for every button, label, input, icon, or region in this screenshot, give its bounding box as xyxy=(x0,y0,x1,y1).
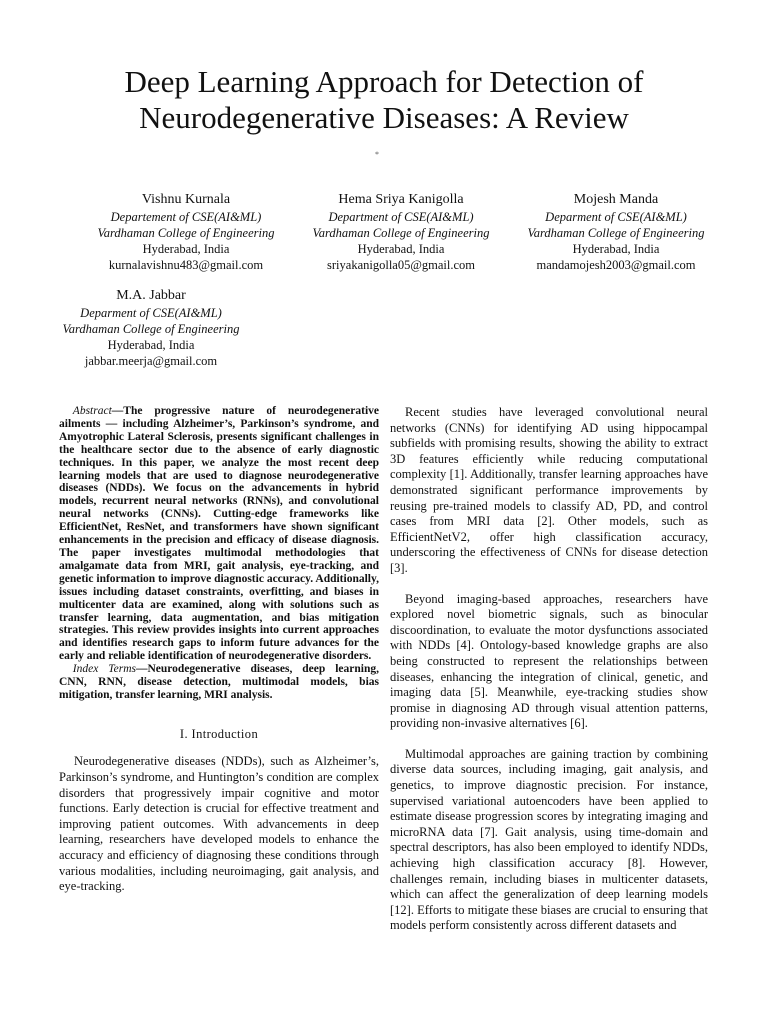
author-department: Department of CSE(AI&ML) xyxy=(328,210,474,224)
left-column xyxy=(59,405,379,895)
author-college: Vardhaman College of Engineering xyxy=(97,226,275,240)
author-location: Hyderabad, India xyxy=(572,242,660,256)
author-department: Deparment of CSE(AI&ML) xyxy=(545,210,687,224)
body-paragraph-1: Recent studies have leveraged convolutional neural networks (CNNs) for identifying AD using hippocampal subfields with promising results, showing the ability to extract 3D features efficiently while reducing computational complexity [1]. Additionally, transfer learning approaches have demonstrated significant performance improvements by reusing pre-trained models to classify AD, PD, and control cases from MRI data [2]. Other models, such as EfficientNetV2, offer high classification accuracy, underscoring the effectiveness of CNNs for disease detection [3]. xyxy=(390,405,708,575)
body-paragraph-3: Multimodal approaches are gaining traction by combining diverse data sources, including imaging, gait analysis, and genetics, to improve diagnostic precision. For instance, supervised variational autoencoders have been applied to estimate disease progression scores by integrating imaging and microRNA data [7]. Gait analysis, using time-domain and spectral descriptors, has also been employed to identify NDDs, achieving high classification accuracy [8]. However, challenges remain, including biases in multicenter datasets, which can affect the generalization of deep learning models [12]. Efforts to mitigate these biases are crucial to ensuring that models perform consistently across different datasets and xyxy=(390,746,708,933)
index-terms-paragraph xyxy=(59,663,379,702)
author-location: Hyderabad, India xyxy=(142,242,230,256)
abstract-paragraph xyxy=(59,405,379,663)
author-email[interactable]: jabbar.meerja@gmail.com xyxy=(84,354,218,368)
author-name: Hema Sriya Kanigolla xyxy=(338,192,464,207)
author-email[interactable]: sriyakanigolla05@gmail.com xyxy=(327,258,475,272)
intro-paragraph: Neurodegenerative diseases (NDDs), such as Alzheimer’s, Parkinson’s syndrome, and Huntington’s condition are complex disorders that progressively impair cognitive and motor functions. Early detection is crucial for effective treatment and improving patient outcomes. With advancements in deep learning, researchers have developed models to enhance the accuracy and efficiency of diagnosing these conditions through various modalities, including neuroimaging, gait analysis, and eye-tracking. xyxy=(59,754,379,894)
right-column xyxy=(390,405,708,949)
abstract xyxy=(59,405,379,702)
author-college: Vardhaman College of Engineering xyxy=(527,226,705,240)
author-name: M.A. Jabbar xyxy=(116,288,186,303)
author-email[interactable]: kurnalavishnu483@gmail.com xyxy=(108,258,264,272)
author-name: Vishnu Kurnala xyxy=(141,192,231,207)
author-department: Departement of CSE(AI&ML) xyxy=(110,210,262,224)
author-college: Vardhaman College of Engineering xyxy=(312,226,490,240)
author-department: Deparment of CSE(AI&ML) xyxy=(80,306,222,320)
author-block-4 xyxy=(41,286,261,369)
index-terms-label: Index Terms xyxy=(72,663,136,676)
introduction-body xyxy=(59,754,379,894)
abstract-text: —The progressive nature of neurodegenerative ailments — including Alzheimer’s, Parkinson’s syndrome, and Amyotrophic Lateral Sclerosis, presents significant challenges in the healthcare sector due to the absence of early diagnostic techniques. In this paper, we analyze the most recent deep learning models that are used to diagnose neurodegenerative diseases (NDDs). We focus on the advancements in hybrid models, recurrent neural networks (RNNs), and convolutional neural networks (CNNs). Cutting-edge frameworks like EfficientNet, ResNet, and transformers have shown significant enhancements in the precision and efficacy of disease diagnosis. The paper investigates multimodal methodologies that amalgamate data from MRI, gait analysis, eye-tracking, and genetic information to improve diagnostic accuracy. Additionally, issues including dataset constraints, overfitting, and biases in multicenter data are examined, along with solutions such as transfer learning, data augmentation, and bias mitigation strategies. This review provides insights into current approaches and identifies research gaps to inform future advances for the early and reliable identification of neurodegenerative disorders. xyxy=(59,405,379,663)
author-block-2 xyxy=(291,190,511,273)
section-heading-introduction: I. Introduction xyxy=(179,726,259,741)
author-email[interactable]: mandamojesh2003@gmail.com xyxy=(536,258,696,272)
body-paragraph-2: Beyond imaging-based approaches, researchers have explored novel biometric signals, such as binocular discoordination, to evaluate the motor dysfunctions associated with NDDs [4]. Ontology-based knowledge graphs are also being constructed to represent the relationships between diseases, enhancing the integration of clinical, genetic, and imaging data [5]. Meanwhile, eye-tracking studies show promise in diagnosing AD through visual attention patterns, providing non-invasive alternatives [6]. xyxy=(390,591,708,731)
author-block-3 xyxy=(506,190,726,273)
index-terms-text: —Neurodegenerative diseases, deep learning, CNN, RNN, disease detection, multimodal models, bias mitigation, transfer learning, MRI analysis. xyxy=(59,663,379,701)
paper-title: Deep Learning Approach for Detection of Neurodegenerative Diseases: A Review xyxy=(124,64,644,135)
title-footnote-mark: * xyxy=(375,150,379,159)
author-location: Hyderabad, India xyxy=(357,242,445,256)
abstract-label: Abstract xyxy=(72,405,112,417)
author-name: Mojesh Manda xyxy=(573,192,659,207)
author-location: Hyderabad, India xyxy=(107,338,195,352)
author-block-1 xyxy=(76,190,296,273)
author-college: Vardhaman College of Engineering xyxy=(62,322,240,336)
